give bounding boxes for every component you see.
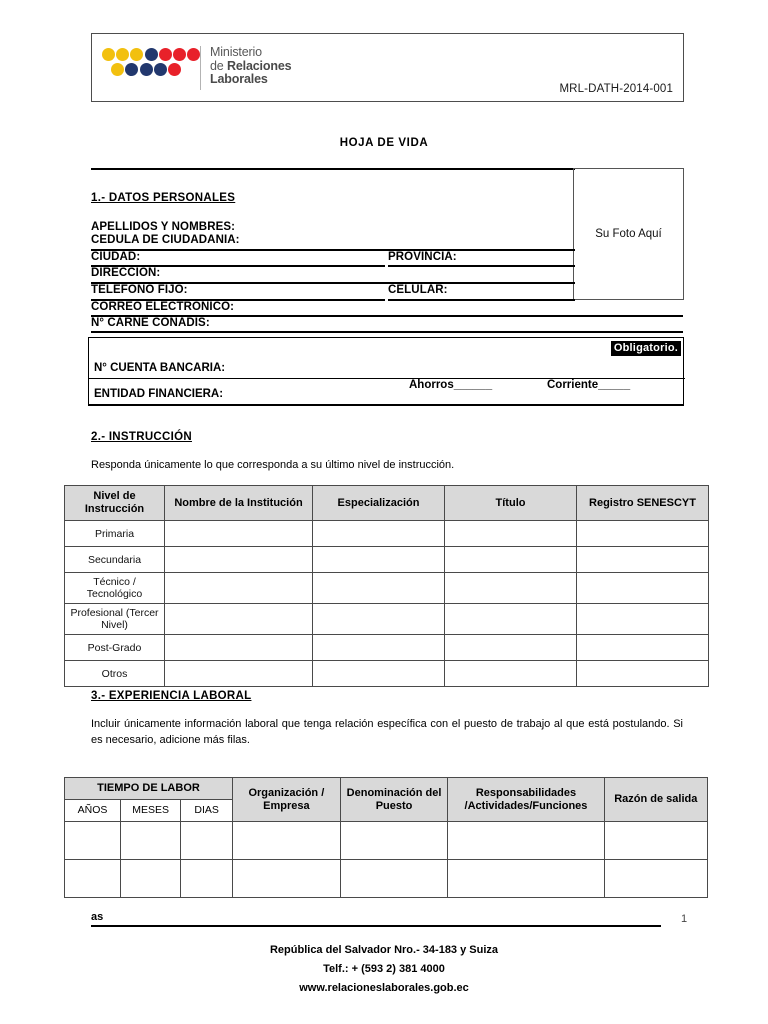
table-cell-input[interactable] [445,661,577,687]
table-row [65,661,709,687]
table-cell-input[interactable] [604,822,707,860]
logo-dot-red [173,48,186,61]
column-subheader-años: AÑOS [65,800,121,822]
table-cell-input[interactable] [165,573,313,604]
table-cell-input[interactable] [65,822,121,860]
table-cell-input[interactable] [448,822,604,860]
table-cell-input[interactable] [445,547,577,573]
logo-dot-blue [125,63,138,76]
instruction-level-label: Secundaria [65,547,165,573]
column-header-4: Denominación del Puesto [340,778,448,822]
table-cell-input[interactable] [577,547,709,573]
logo-line-ministerio: Ministerio [210,45,262,59]
photo-placeholder-box[interactable] [573,168,684,300]
table-cell-input[interactable] [313,573,445,604]
table-header-row [65,486,709,521]
ministerio-logo [102,46,291,90]
instruction-level-label: Post-Grado [65,635,165,661]
table-cell-input[interactable] [445,635,577,661]
logo-dot-yellow [102,48,115,61]
account-type-corriente[interactable]: Corriente_____ [547,379,631,391]
field-label-correo-electronico: CORREO ELECTRÓNICO: [91,301,235,313]
table-cell-input[interactable] [65,860,121,898]
instruction-level-label: Otros [65,661,165,687]
logo-dot-yellow [116,48,129,61]
rule-provincia-input [388,265,575,267]
table-cell-input[interactable] [313,521,445,547]
section2-note: Responda únicamente lo que corresponda a su último nivel de instrucción. [91,459,455,471]
document-header-box [91,33,684,102]
field-label-celular: CELULAR: [388,284,448,296]
rule-celular-input [388,299,575,301]
table-row [65,521,709,547]
table-cell-input[interactable] [165,604,313,635]
table-cell-input[interactable] [233,860,341,898]
table-cell-input[interactable] [340,860,448,898]
table-row [65,860,708,898]
field-label-telefono-fijo: TELÉFONO FIJO: [91,284,188,296]
table-cell-input[interactable] [577,661,709,687]
document-code: MRL-DATH-2014-001 [559,83,673,95]
column-header-4: Registro SENESCYT [577,486,709,521]
instruction-level-label: Primaria [65,521,165,547]
table-cell-input[interactable] [313,547,445,573]
column-subheader-meses: MESES [121,800,181,822]
instruction-level-label: Profesional (Tercer Nivel) [65,604,165,635]
section1-heading: 1.- DATOS PERSONALES [91,192,236,204]
logo-dot-blue [154,63,167,76]
rule-carne-input [91,331,683,333]
logo-divider [200,46,201,90]
table-row [65,822,708,860]
table-cell-input[interactable] [448,860,604,898]
rule-under-cedula [91,249,575,251]
bank-box-bottom-rule [88,404,684,406]
table-cell-input[interactable] [165,547,313,573]
column-header-3: Título [445,486,577,521]
table-cell-input[interactable] [181,822,233,860]
field-label-carne-conadis: N° CARNE CONADIS: [91,317,210,329]
logo-wordmark [210,46,291,87]
table-row [65,604,709,635]
table-cell-input[interactable] [165,635,313,661]
section1-top-rule [91,168,575,170]
footer-phone: Telf.: + (593 2) 381 4000 [323,963,445,975]
instruction-level-label: Técnico / Tecnológico [65,573,165,604]
column-header-6: Razón de salida [604,778,707,822]
table-cell-input[interactable] [445,604,577,635]
table-cell-input[interactable] [340,822,448,860]
logo-dot-yellow [111,63,124,76]
table-row [65,573,709,604]
footer-left-text: as [91,911,104,923]
page-title: HOJA DE VIDA [339,137,429,149]
table-row [65,547,709,573]
table-cell-input[interactable] [233,822,341,860]
logo-dot-red [168,63,181,76]
field-label-provincia: PROVINCIA: [388,251,457,263]
section3-heading: 3.- EXPERIENCIA LABORAL [91,690,252,702]
table-cell-input[interactable] [577,604,709,635]
logo-dot-red [159,48,172,61]
table-cell-input[interactable] [445,521,577,547]
column-header-tiempo-de-labor: TIEMPO DE LABOR [65,778,233,800]
table-cell-input[interactable] [165,521,313,547]
table-cell-input[interactable] [121,860,181,898]
instruccion-table [64,485,709,687]
experiencia-laboral-table [64,777,708,898]
column-subheader-dias: DIAS [181,800,233,822]
table-cell-input[interactable] [604,860,707,898]
table-cell-input[interactable] [121,822,181,860]
column-header-2: Especialización [313,486,445,521]
obligatorio-badge: Obligatorio. [611,341,681,356]
logo-line-relaciones: de Relaciones [210,58,292,73]
field-label-direccion: DIRECCIÓN: [91,267,161,279]
field-label-apellidos-nombres: APELLIDOS Y NOMBRES: [91,221,236,233]
table-row [65,635,709,661]
table-cell-input[interactable] [165,661,313,687]
logo-dot-blue [145,48,158,61]
bank-account-box [88,337,684,405]
logo-dot-red [187,48,200,61]
column-header-1: Nombre de la Institución [165,486,313,521]
table-cell-input[interactable] [181,860,233,898]
footer-address: República del Salvador Nro.- 34-183 y Suiza [269,944,499,956]
table-cell-input[interactable] [445,573,577,604]
table-cell-input[interactable] [577,521,709,547]
column-header-5: Responsabilidades /Actividades/Funciones [448,778,604,822]
table-cell-input[interactable] [313,661,445,687]
table-cell-input[interactable] [577,573,709,604]
field-label-ciudad: CIUDAD: [91,251,141,263]
photo-placeholder-label: Su Foto Aquí [595,228,662,240]
table-cell-input[interactable] [577,635,709,661]
field-label-cedula: CEDULA DE CIUDADANIA: [91,234,240,246]
logo-dot-blue [140,63,153,76]
logo-dot-yellow [130,48,143,61]
footer-contact-block [0,941,768,998]
account-type-ahorros[interactable]: Ahorros______ [409,379,493,391]
table-cell-input[interactable] [313,635,445,661]
footer-website[interactable]: www.relacioneslaborales.gob.ec [299,982,469,994]
table-header-row-group [65,778,708,800]
page-number: 1 [681,913,688,925]
section3-note: Incluir únicamente información laboral que tenga relación específica con el puesto de trabajo al que está postulando. Si es necesario, adicione más filas. [91,718,683,746]
logo-line-laborales: Laborales [210,72,268,86]
section2-heading: 2.- INSTRUCCIÓN [91,431,192,443]
column-header-3: Organización / Empresa [233,778,341,822]
logo-dots-graphic [102,46,198,80]
table-cell-input[interactable] [313,604,445,635]
column-header-0: Nivel de Instrucción [65,486,165,521]
field-label-cuenta-bancaria: N° CUENTA BANCARIA: [94,362,226,374]
field-label-entidad-financiera: ENTIDAD FINANCIERA: [94,388,224,400]
footer-rule [91,925,661,927]
